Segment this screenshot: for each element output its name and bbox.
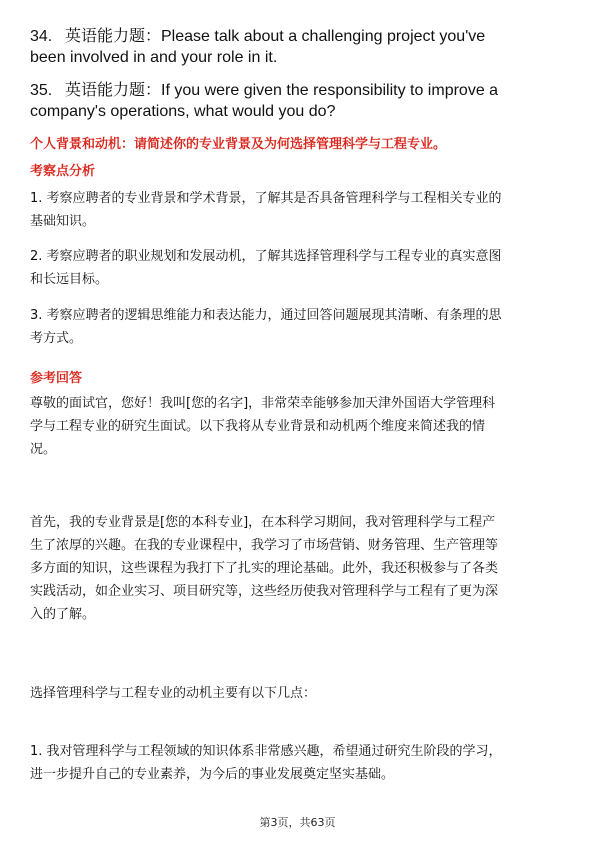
answer-line: 进一步提升自己的专业素养，为今后的事业发展奠定坚实基础。 bbox=[30, 767, 395, 782]
analysis-point-line: 基础知识。 bbox=[30, 214, 96, 229]
analysis-heading: 考察点分析 bbox=[30, 164, 96, 179]
answer-background bbox=[30, 511, 570, 626]
analysis-point-line: 3. 考察应聘者的逻辑思维能力和表达能力，通过回答问题展现其清晰、有条理的思 bbox=[30, 308, 502, 323]
answer-heading: 参考回答 bbox=[30, 371, 83, 386]
section-title: 个人背景和动机：请简述你的专业背景及为何选择管理科学与工程专业。 bbox=[30, 137, 447, 152]
motivation-lead bbox=[30, 682, 570, 705]
answer-line: 实践活动，如企业实习、项目研究等，这些经历使我对管理科学与工程有了更为深 bbox=[30, 584, 499, 599]
answer-intro bbox=[30, 392, 570, 461]
question-number: 35. bbox=[30, 82, 53, 99]
analysis-point-1 bbox=[30, 187, 570, 233]
analysis-point-2 bbox=[30, 245, 570, 291]
question-text-line2: company's operations, what would you do? bbox=[30, 103, 336, 120]
analysis-point-line: 和长远目标。 bbox=[30, 272, 109, 287]
analysis-point-3 bbox=[30, 304, 570, 350]
analysis-point-line: 2. 考察应聘者的职业规划和发展动机，了解其选择管理科学与工程专业的真实意图 bbox=[30, 249, 502, 264]
motivation-point-1 bbox=[30, 740, 570, 786]
page-footer: 第3页，共63页 bbox=[259, 816, 336, 829]
answer-line: 首先，我的专业背景是[您的本科专业]，在本科学习期间，我对管理科学与工程产 bbox=[30, 515, 496, 530]
answer-line: 学与工程专业的研究生面试。以下我将从专业背景和动机两个维度来简述我的情 bbox=[30, 419, 486, 434]
question-text-line1: 英语能力题：Please talk about a challenging project you've bbox=[65, 28, 486, 45]
analysis-point-line: 考方式。 bbox=[30, 331, 83, 346]
question-text-line1: 英语能力题：If you were given the responsibility to improve a bbox=[65, 82, 499, 99]
question-text-line2: been involved in and your role in it. bbox=[30, 49, 278, 66]
answer-line: 况。 bbox=[30, 442, 57, 457]
analysis-point-line: 1. 考察应聘者的专业背景和学术背景，了解其是否具备管理科学与工程相关专业的 bbox=[30, 191, 502, 206]
answer-line: 生了浓厚的兴趣。在我的专业课程中，我学习了市场营销、财务管理、生产管理等 bbox=[30, 538, 499, 553]
answer-line: 1. 我对管理科学与工程领域的知识体系非常感兴趣，希望通过研究生阶段的学习， bbox=[30, 744, 502, 759]
answer-line: 入的了解。 bbox=[30, 607, 96, 622]
answer-line: 选择管理科学与工程专业的动机主要有以下几点： bbox=[30, 686, 317, 701]
answer-line: 尊敬的面试官，您好！我叫[您的名字]，非常荣幸能够参加天津外国语大学管理科 bbox=[30, 396, 496, 411]
answer-line: 多方面的知识，这些课程为我打下了扎实的理论基础。此外，我还积极参与了各类 bbox=[30, 561, 499, 576]
question-number: 34. bbox=[30, 28, 53, 45]
